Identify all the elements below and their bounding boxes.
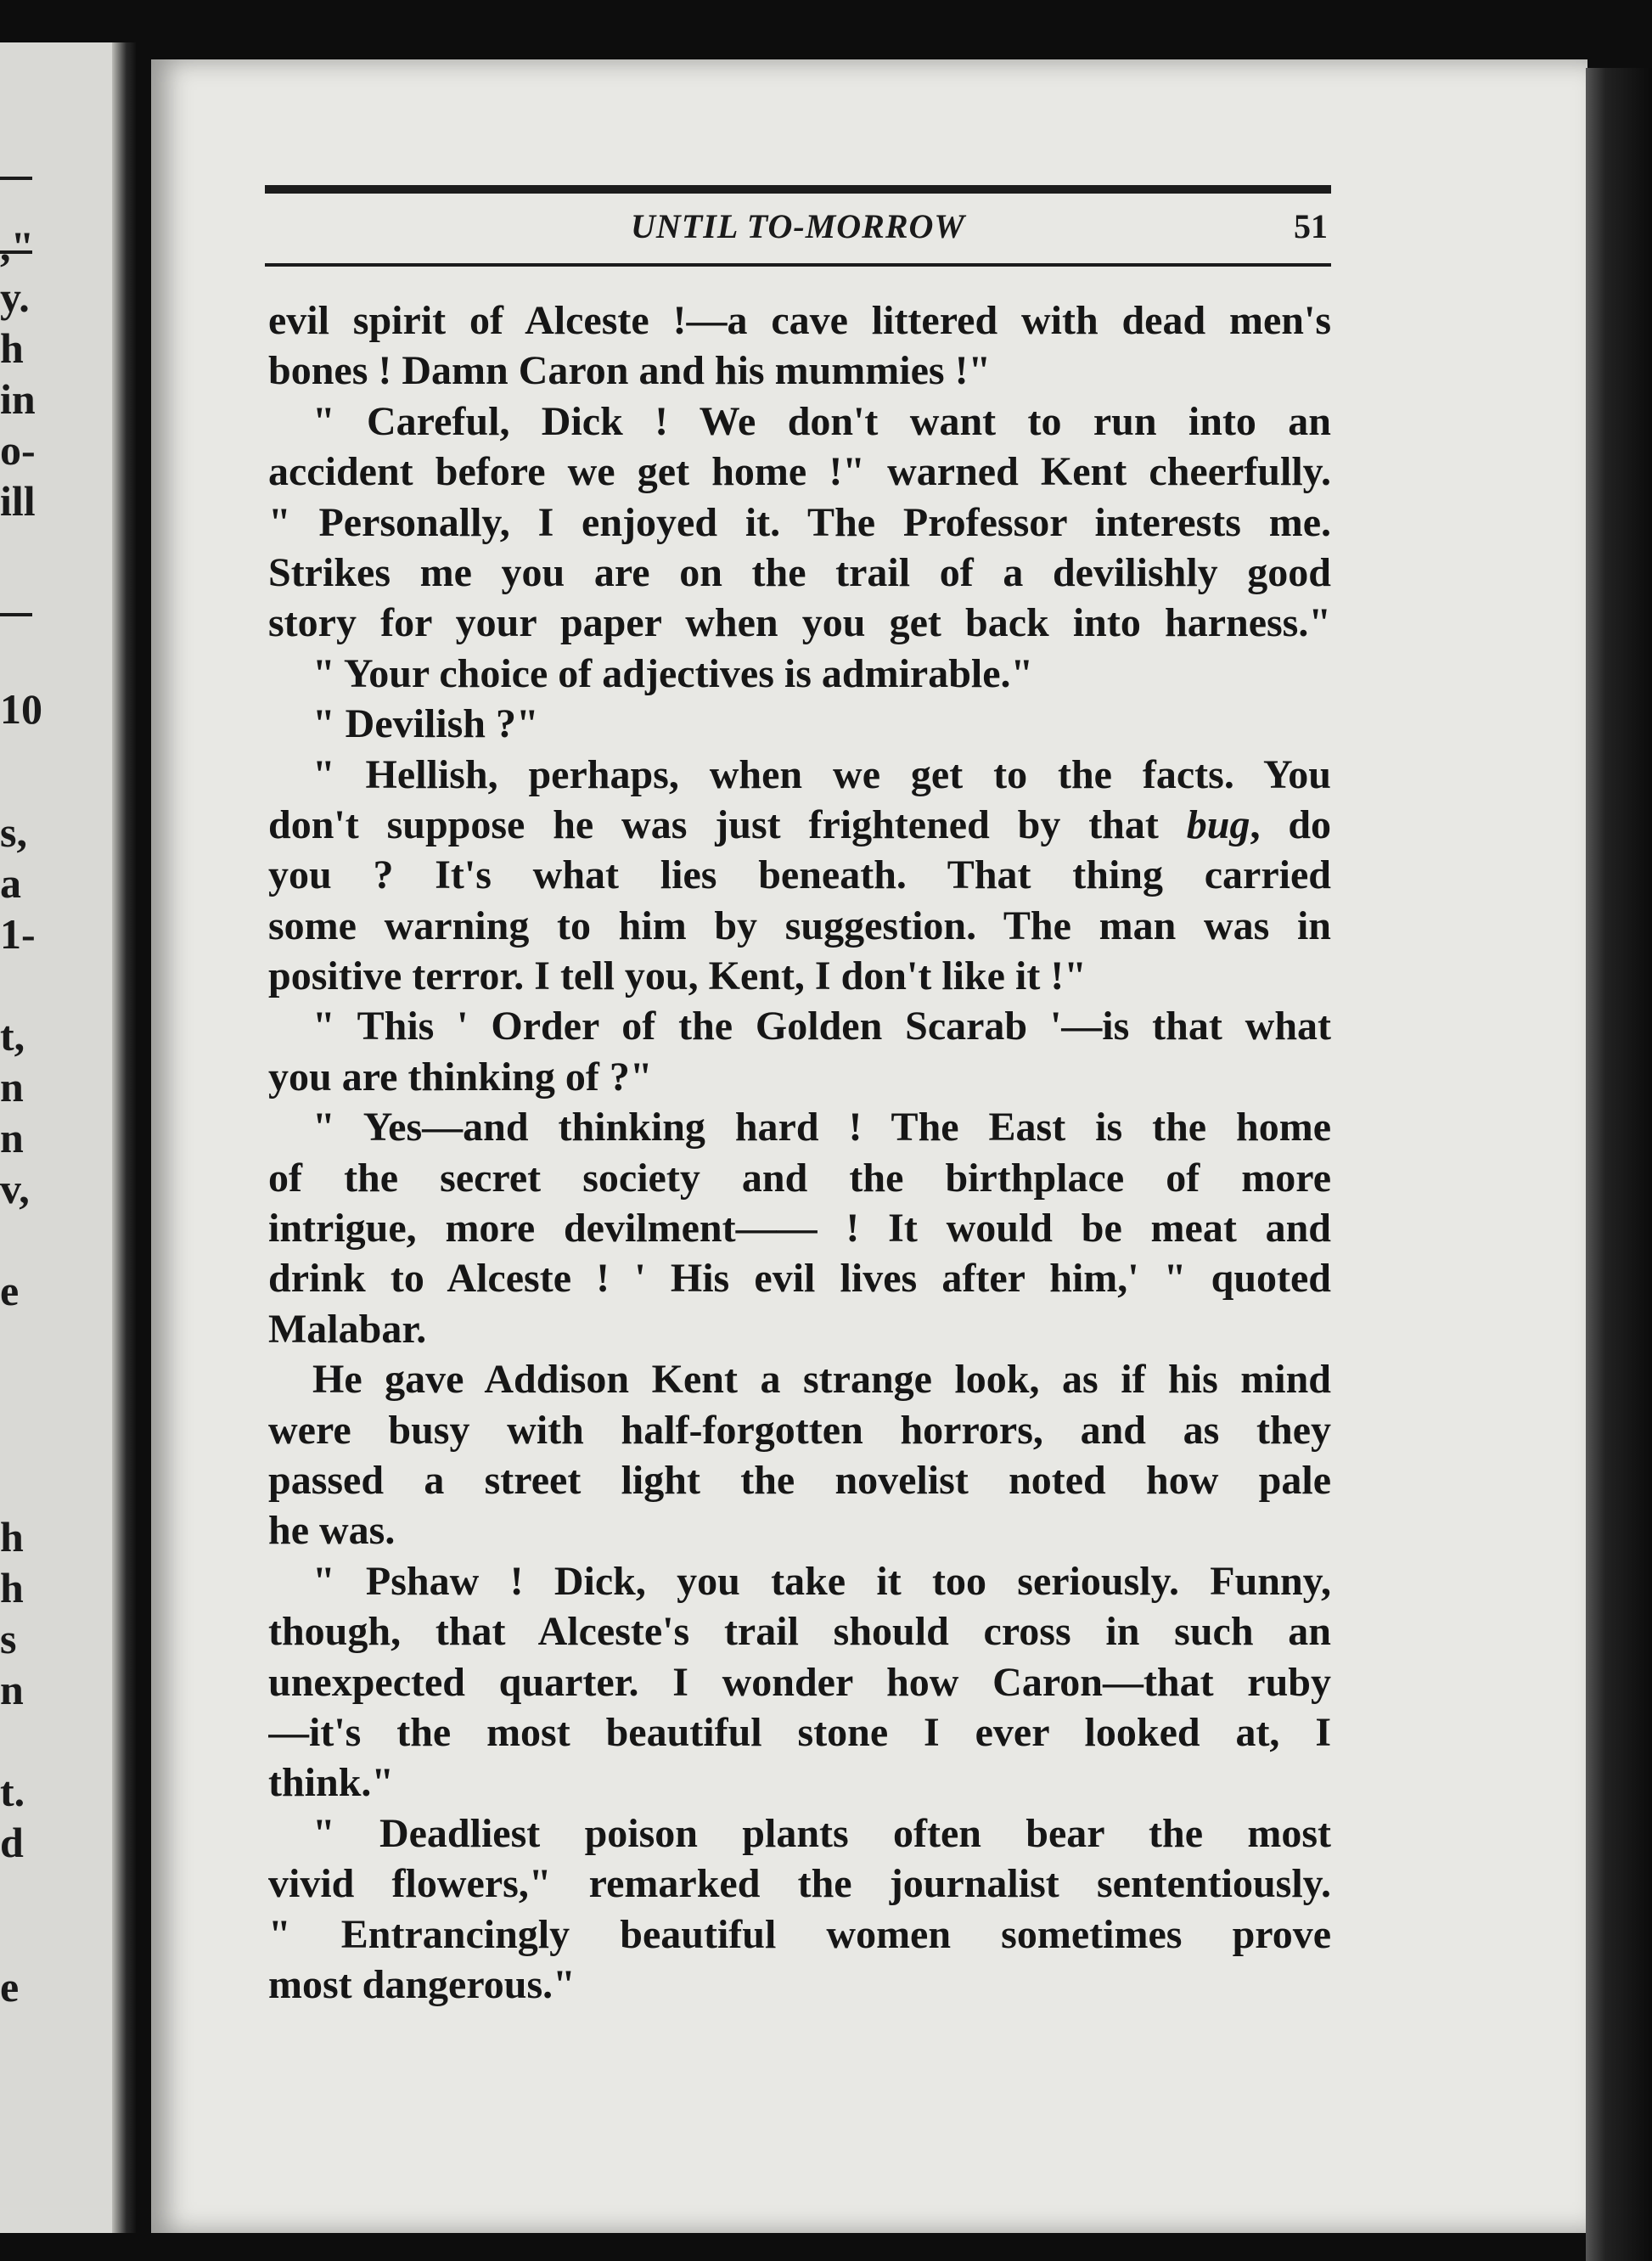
text-line: vivid flowers," remarked the journalist sententiously. xyxy=(268,1861,1331,1907)
facing-page-fragment: e xyxy=(0,1267,20,1314)
text-line: of the secret society and the birthplace of more xyxy=(268,1155,1331,1201)
text-line: accident before we get home !" warned Kent cheerfully. xyxy=(268,449,1331,495)
text-line: bones ! Damn Caron and his mummies !" xyxy=(268,348,992,394)
text-line: you are thinking of ?" xyxy=(268,1054,653,1100)
text-line: think." xyxy=(268,1760,395,1806)
text-line: story for your paper when you get back into harness." xyxy=(268,600,1331,646)
text-line: unexpected quarter. I wonder how Caron—that ruby xyxy=(268,1659,1331,1705)
facing-page-fragment: n xyxy=(0,1666,24,1713)
text-line: passed a street light the novelist noted how pale xyxy=(268,1457,1331,1503)
facing-page-fragment: e xyxy=(0,1963,20,2011)
text-line: drink to Alceste ! ' His evil lives after him,' " quoted xyxy=(268,1256,1331,1302)
facing-page-fragment: t. xyxy=(0,1768,25,1815)
text-line: " Devilish ?" xyxy=(312,701,539,747)
text-line: positive terror. I tell you, Kent, I don't like it !" xyxy=(268,953,1087,999)
facing-page-rule xyxy=(0,613,32,616)
facing-page-fragment: t, xyxy=(0,1012,25,1060)
running-head xyxy=(265,200,1331,253)
text-line: " This ' Order of the Golden Scarab '—is that what xyxy=(312,1004,1331,1049)
text-line: though, that Alceste's trail should cross in such an xyxy=(268,1609,1331,1655)
text-line: He gave Addison Kent a strange look, as if his mind xyxy=(312,1357,1331,1403)
text-line: " Your choice of adjectives is admirable." xyxy=(312,650,1034,696)
text-line: intrigue, more devilment—— ! It would be meat and xyxy=(268,1206,1331,1251)
facing-page-fragment: h xyxy=(0,1564,24,1611)
text-line: " Hellish, perhaps, when we get to the facts. You xyxy=(312,751,1331,797)
facing-page-fragment: h xyxy=(0,1513,24,1561)
facing-page-fragment: ill xyxy=(0,477,36,525)
text-line: " Pshaw ! Dick, you take it too seriously. Funny, xyxy=(312,1558,1331,1604)
facing-page-fragment: n xyxy=(0,1063,24,1111)
facing-page-fragment: n xyxy=(0,1114,24,1161)
italic-word: bug xyxy=(1186,801,1250,847)
facing-page-fragment: s xyxy=(0,1615,17,1662)
text-line: most dangerous." xyxy=(268,1961,576,2007)
facing-page-fragment: h xyxy=(0,324,24,372)
running-title: UNTIL TO-MORROW xyxy=(631,207,965,245)
body-text xyxy=(268,295,1331,2010)
text-line: " Careful, Dick ! We don't want to run into an xyxy=(312,398,1331,444)
facing-page-fragment: 1- xyxy=(0,910,36,958)
text-line: were busy with half-forgotten horrors, and as they xyxy=(268,1407,1331,1453)
text-line: Malabar. xyxy=(268,1306,427,1352)
text-line: " Deadliest poison plants often bear the most xyxy=(312,1810,1331,1856)
page-edge-shadow xyxy=(1586,68,1652,2261)
text-line: " Personally, I enjoyed it. The Professor interests me. xyxy=(268,499,1331,545)
facing-page-fragment: a xyxy=(0,859,21,907)
page-number: 51 xyxy=(1294,207,1328,245)
facing-page-edge xyxy=(0,42,136,2233)
header-rule-bottom xyxy=(265,263,1331,267)
facing-page-fragment: y. xyxy=(0,273,30,321)
facing-page-fragment: ," xyxy=(0,222,35,270)
text-line: you ? It's what lies beneath. That thing carried xyxy=(268,852,1331,898)
facing-page-fragment: 10 xyxy=(0,685,42,733)
text-line: some warning to him by suggestion. The man was in xyxy=(268,903,1331,948)
facing-page-fragment: o- xyxy=(0,426,36,474)
facing-page-fragment: in xyxy=(0,375,36,423)
facing-page-fragment: v, xyxy=(0,1165,30,1212)
text-line: Strikes me you are on the trail of a devilishly good xyxy=(268,549,1331,595)
text-line: don't suppose he was just frightened by that bug, do xyxy=(268,801,1331,847)
gutter-shadow xyxy=(112,42,136,2233)
facing-page-fragment: d xyxy=(0,1819,24,1866)
line-continuation: , do xyxy=(1250,801,1331,847)
facing-page-fragment: s, xyxy=(0,808,27,856)
text-line: " Yes—and thinking hard ! The East is the home xyxy=(312,1105,1331,1150)
text-line: he was. xyxy=(268,1508,396,1554)
text-line: evil spirit of Alceste !—a cave littered with dead men's xyxy=(268,298,1331,343)
text-line: —it's the most beautiful stone I ever looked at, I xyxy=(268,1709,1331,1755)
facing-page-rule xyxy=(0,177,32,180)
header-rule-top xyxy=(265,185,1331,194)
text-line: " Entrancingly beautiful women sometimes prove xyxy=(268,1911,1331,1957)
